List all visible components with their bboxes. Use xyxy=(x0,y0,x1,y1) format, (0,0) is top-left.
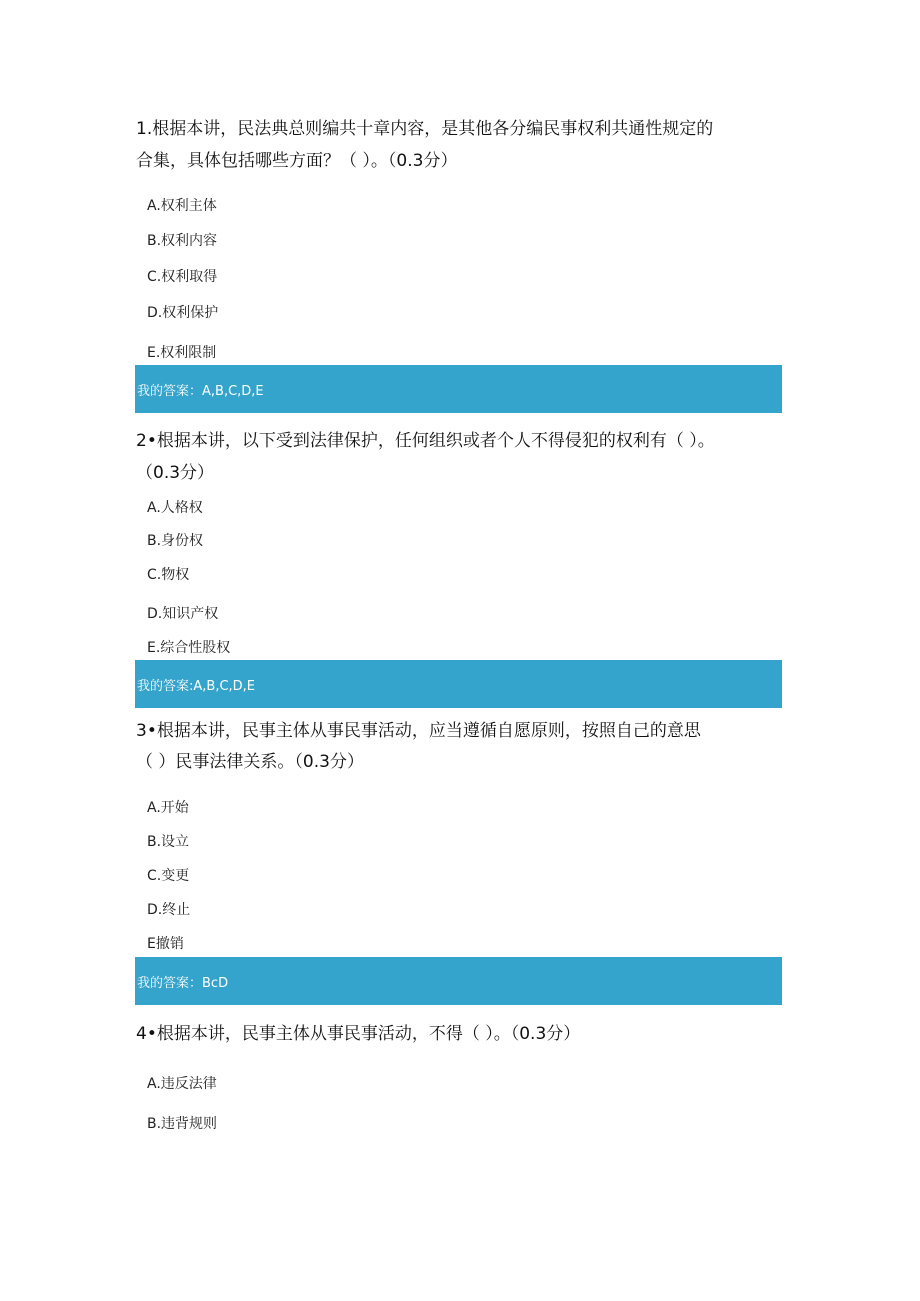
question-2-option-c[interactable]: C.物权 xyxy=(147,567,190,583)
question-3-option-e[interactable]: E撤销 xyxy=(147,936,184,952)
question-3-answer-bar xyxy=(135,957,782,1005)
question-3-text-line-1: 3•根据本讲，民事主体从事民事活动，应当遵循自愿原则，按照自己的意思 xyxy=(136,721,701,741)
question-2-option-d[interactable]: D.知识产权 xyxy=(147,606,219,622)
question-2-option-a[interactable]: A.人格权 xyxy=(147,500,203,516)
question-2-text-line-2: （0.3分） xyxy=(136,463,215,483)
question-1-answer-bar xyxy=(135,365,782,413)
question-1-option-e[interactable]: E.权利限制 xyxy=(147,345,217,361)
question-1-option-a[interactable]: A.权利主体 xyxy=(147,198,217,214)
question-1-answer-text: 我的答案：A,B,C,D,E xyxy=(137,383,264,399)
question-2-option-b[interactable]: B.身份权 xyxy=(147,533,204,549)
question-4-text-line-1: 4•根据本讲，民事主体从事民事活动，不得（ ）。（0.3分） xyxy=(136,1024,581,1044)
question-1-option-c[interactable]: C.权利取得 xyxy=(147,269,218,285)
question-1-option-d[interactable]: D.权利保护 xyxy=(147,305,219,321)
question-2-answer-text: 我的答案:A,B,C,D,E xyxy=(137,678,256,694)
question-2-answer-bar xyxy=(135,660,782,708)
question-3-text-line-2: （ ）民事法律关系。（0.3分） xyxy=(136,752,364,772)
question-4-option-b[interactable]: B.违背规则 xyxy=(147,1116,218,1132)
question-3-option-a[interactable]: A.开始 xyxy=(147,800,189,816)
question-3-option-b[interactable]: B.设立 xyxy=(147,834,190,850)
question-1-text-line-1: 1.根据本讲，民法典总则编共十章内容，是其他各分编民事权利共通性规定的 xyxy=(136,119,714,139)
question-3-answer-text: 我的答案：BcD xyxy=(137,975,229,991)
question-2-option-e[interactable]: E.综合性股权 xyxy=(147,640,231,656)
question-3-option-c[interactable]: C.变更 xyxy=(147,868,190,884)
question-2-text-line-1: 2•根据本讲，以下受到法律保护，任何组织或者个人不得侵犯的权利有（ ）。 xyxy=(136,431,715,451)
question-1-option-b[interactable]: B.权利内容 xyxy=(147,233,218,249)
question-3-option-d[interactable]: D.终止 xyxy=(147,902,191,918)
question-1-text-line-2: 合集，具体包括哪些方面？（ ）。（0.3分） xyxy=(136,151,458,171)
question-4-option-a[interactable]: A.违反法律 xyxy=(147,1076,217,1092)
